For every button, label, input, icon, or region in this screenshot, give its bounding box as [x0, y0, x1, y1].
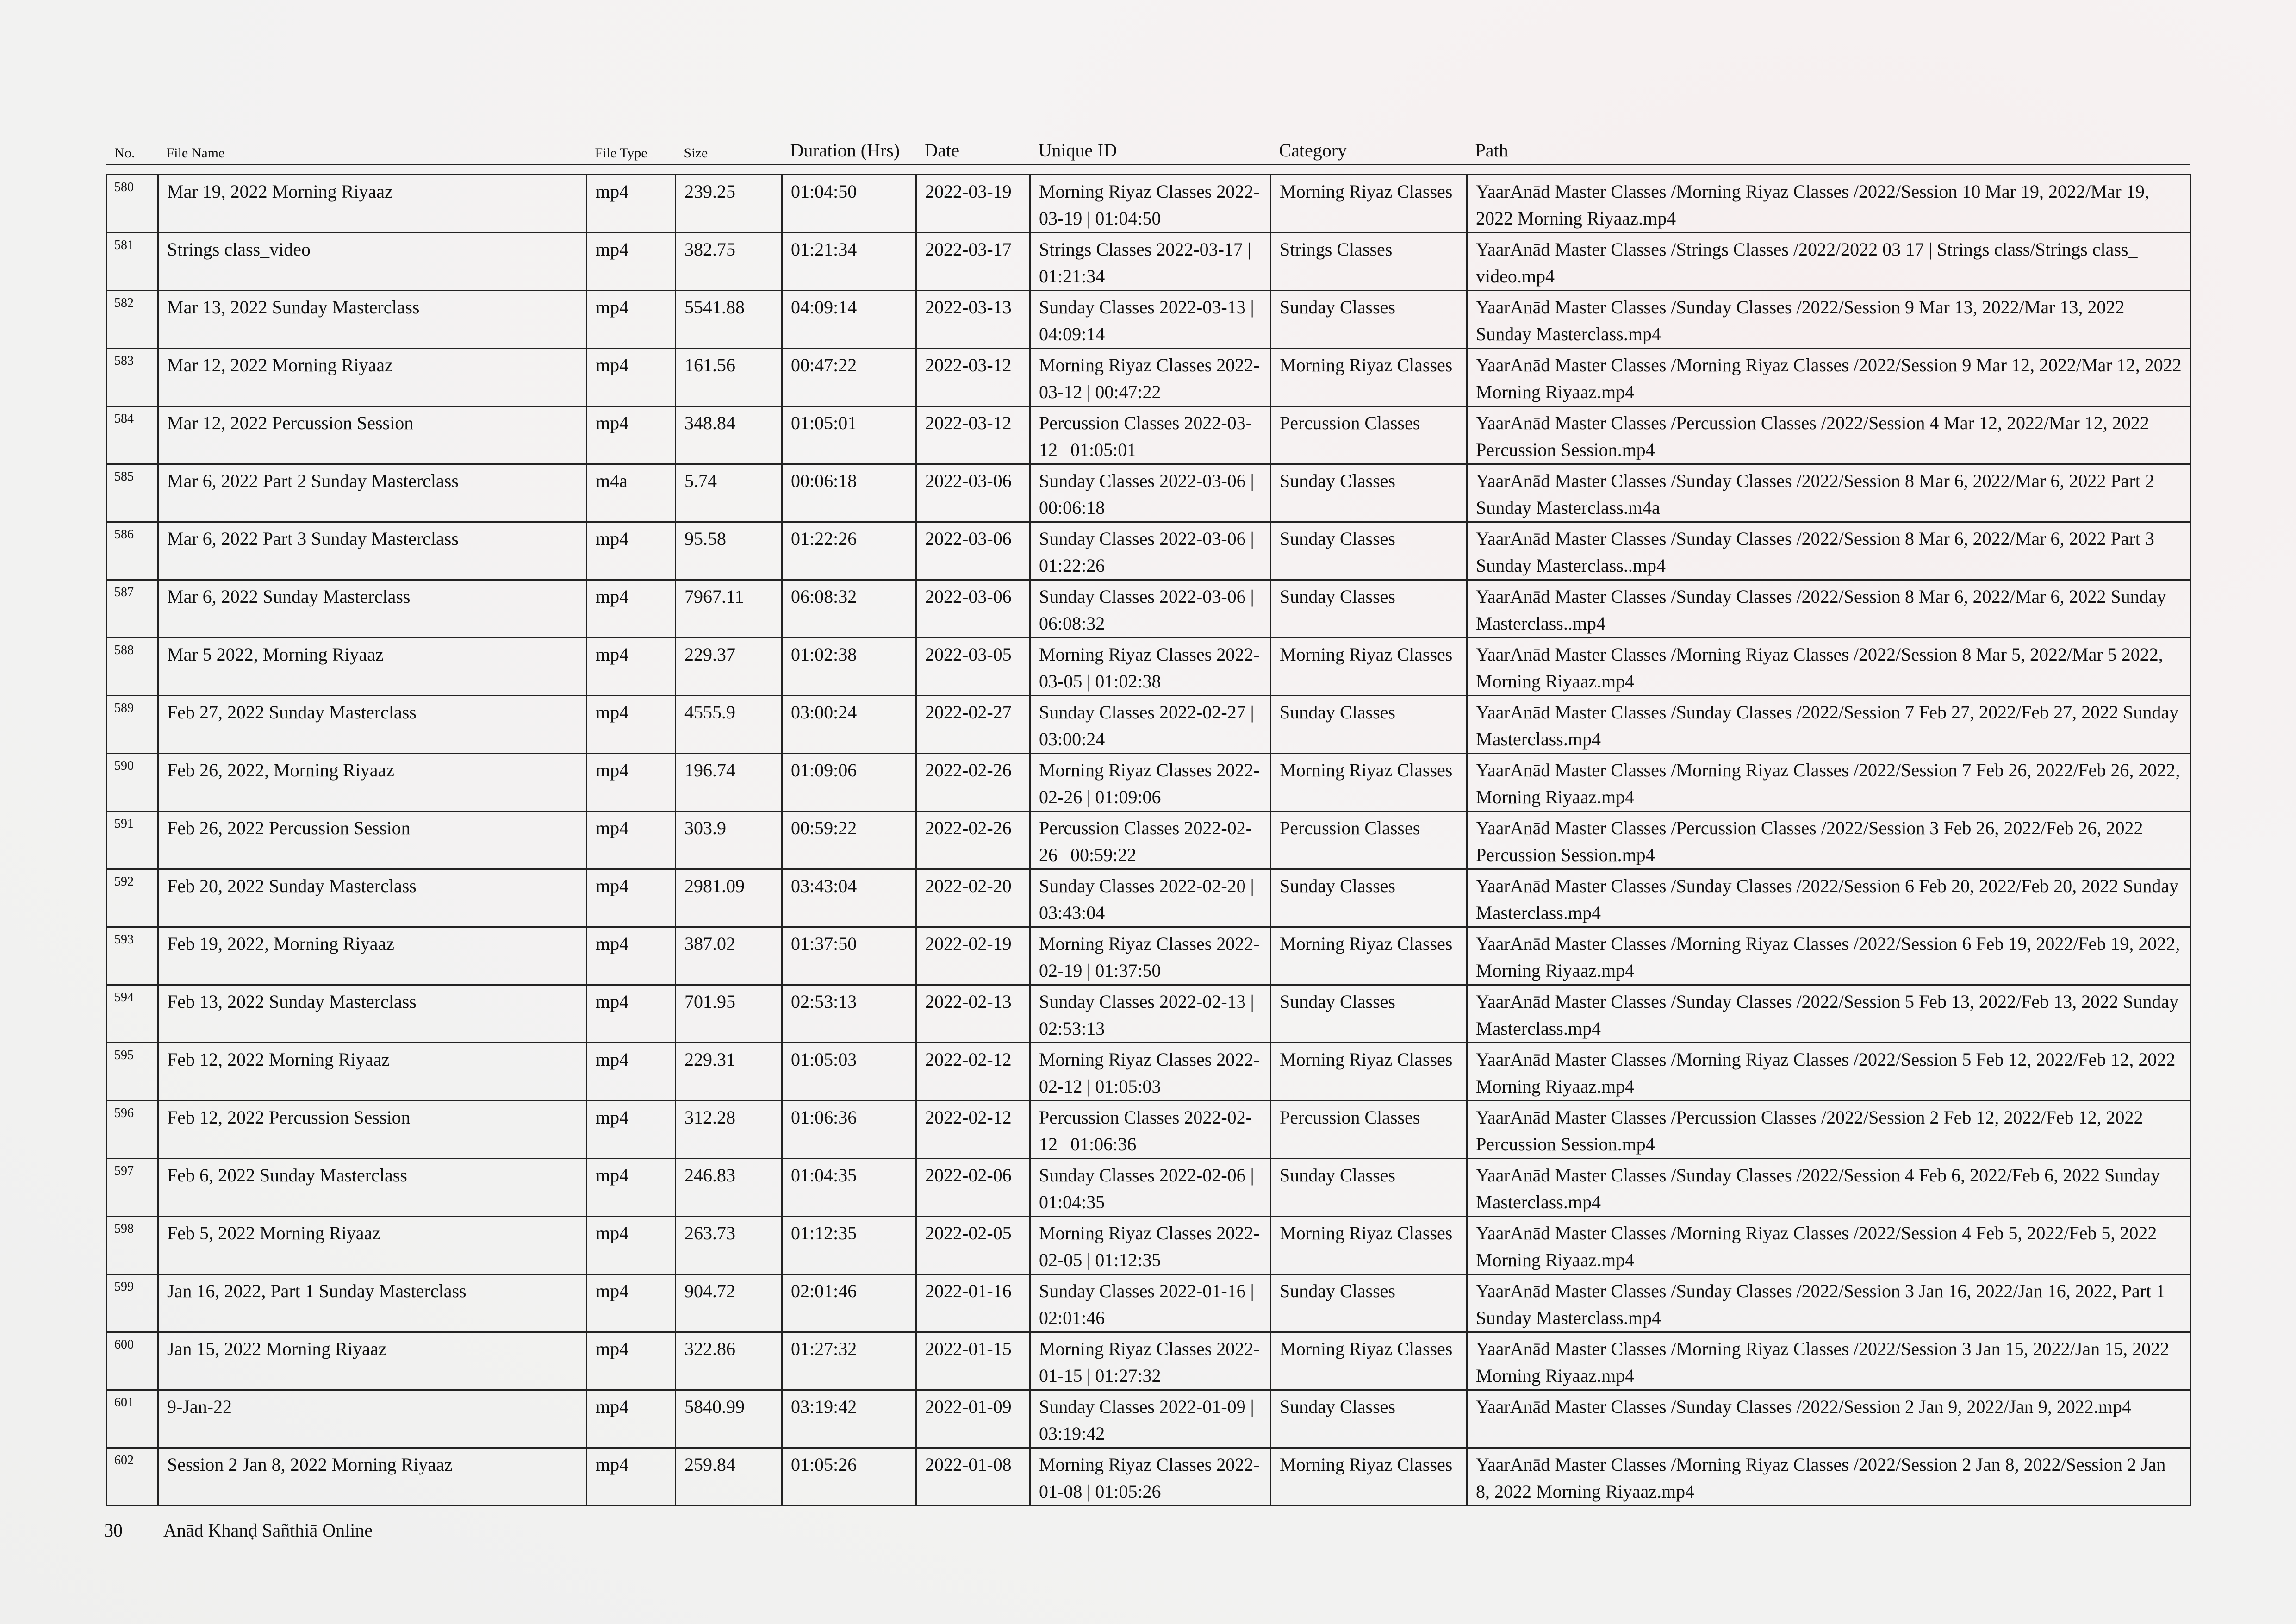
date-cell: 2022-02-27: [916, 696, 1030, 754]
row-number: 586: [106, 522, 158, 580]
unique-id-cell: Sunday Classes 2022-02-20 | 03:43:04: [1030, 869, 1271, 927]
table-row: [106, 291, 2190, 349]
category-cell: Morning Riyaz Classes: [1271, 1217, 1467, 1274]
duration-cell: 01:22:26: [782, 522, 916, 580]
date-cell: 2022-01-09: [916, 1390, 1030, 1448]
path-cell: YaarAnād Master Classes /Sunday Classes /2022/Session 9 Mar 13, 2022/Mar 13, 2022 Sunday Masterclass.mp4: [1467, 291, 2190, 349]
header-size: Size: [676, 139, 782, 165]
table-row: [106, 638, 2190, 696]
unique-id-cell: Morning Riyaz Classes 2022-02-05 | 01:12:35: [1030, 1217, 1271, 1274]
table-row: [106, 985, 2190, 1043]
table-row: [106, 175, 2190, 233]
date-cell: 2022-02-06: [916, 1159, 1030, 1217]
category-cell: Morning Riyaz Classes: [1271, 754, 1467, 812]
size-cell: 904.72: [676, 1274, 782, 1332]
file-name-cell: Feb 19, 2022, Morning Riyaaz: [158, 927, 587, 985]
unique-id-cell: Morning Riyaz Classes 2022-02-26 | 01:09:06: [1030, 754, 1271, 812]
duration-cell: 01:05:03: [782, 1043, 916, 1101]
file-name-cell: Mar 6, 2022 Part 2 Sunday Masterclass: [158, 464, 587, 522]
duration-cell: 00:06:18: [782, 464, 916, 522]
unique-id-cell: Sunday Classes 2022-03-06 | 01:22:26: [1030, 522, 1271, 580]
row-number: 583: [106, 349, 158, 406]
size-cell: 303.9: [676, 812, 782, 869]
file-type-cell: mp4: [587, 580, 676, 638]
category-cell: Morning Riyaz Classes: [1271, 1043, 1467, 1101]
size-cell: 2981.09: [676, 869, 782, 927]
row-number: 590: [106, 754, 158, 812]
path-cell: YaarAnād Master Classes /Percussion Classes /2022/Session 4 Mar 12, 2022/Mar 12, 2022 Percussion Session.mp4: [1467, 406, 2190, 464]
unique-id-cell: Morning Riyaz Classes 2022-03-19 | 01:04:50: [1030, 175, 1271, 233]
date-cell: 2022-03-05: [916, 638, 1030, 696]
unique-id-cell: Morning Riyaz Classes 2022-01-08 | 01:05:26: [1030, 1448, 1271, 1506]
size-cell: 348.84: [676, 406, 782, 464]
file-name-cell: 9-Jan-22: [158, 1390, 587, 1448]
path-cell: YaarAnād Master Classes /Morning Riyaz Classes /2022/Session 8 Mar 5, 2022/Mar 5 2022, Morning Riyaaz.mp4: [1467, 638, 2190, 696]
page-number: 30: [104, 1520, 123, 1541]
size-cell: 246.83: [676, 1159, 782, 1217]
table-row: [106, 1159, 2190, 1217]
unique-id-cell: Sunday Classes 2022-03-13 | 04:09:14: [1030, 291, 1271, 349]
header-file-name: File Name: [158, 139, 587, 165]
size-cell: 701.95: [676, 985, 782, 1043]
path-cell: YaarAnād Master Classes /Strings Classes /2022/2022 03 17 | Strings class/Strings class_ video.mp4: [1467, 233, 2190, 291]
unique-id-cell: Morning Riyaz Classes 2022-02-19 | 01:37:50: [1030, 927, 1271, 985]
category-cell: Percussion Classes: [1271, 406, 1467, 464]
date-cell: 2022-03-06: [916, 522, 1030, 580]
file-type-cell: mp4: [587, 1217, 676, 1274]
publication-title: Anād Khanḍ Sañthiā Online: [163, 1520, 373, 1541]
unique-id-cell: Morning Riyaz Classes 2022-02-12 | 01:05:03: [1030, 1043, 1271, 1101]
path-cell: YaarAnād Master Classes /Morning Riyaz Classes /2022/Session 5 Feb 12, 2022/Feb 12, 2022 Morning Riyaaz.mp4: [1467, 1043, 2190, 1101]
file-name-cell: Mar 6, 2022 Part 3 Sunday Masterclass: [158, 522, 587, 580]
path-cell: YaarAnād Master Classes /Percussion Classes /2022/Session 3 Feb 26, 2022/Feb 26, 2022 Percussion Session.mp4: [1467, 812, 2190, 869]
file-name-cell: Feb 26, 2022 Percussion Session: [158, 812, 587, 869]
table-row: [106, 233, 2190, 291]
table-row: [106, 696, 2190, 754]
path-cell: YaarAnād Master Classes /Sunday Classes /2022/Session 7 Feb 27, 2022/Feb 27, 2022 Sunday Masterclass.mp4: [1467, 696, 2190, 754]
path-cell: YaarAnād Master Classes /Sunday Classes /2022/Session 6 Feb 20, 2022/Feb 20, 2022 Sunday Masterclass.mp4: [1467, 869, 2190, 927]
path-cell: YaarAnād Master Classes /Morning Riyaz Classes /2022/Session 3 Jan 15, 2022/Jan 15, 2022 Morning Riyaaz.mp4: [1467, 1332, 2190, 1390]
category-cell: Sunday Classes: [1271, 1274, 1467, 1332]
row-number: 584: [106, 406, 158, 464]
file-type-cell: mp4: [587, 1101, 676, 1159]
row-number: 599: [106, 1274, 158, 1332]
duration-cell: 03:43:04: [782, 869, 916, 927]
size-cell: 5541.88: [676, 291, 782, 349]
unique-id-cell: Strings Classes 2022-03-17 | 01:21:34: [1030, 233, 1271, 291]
category-cell: Sunday Classes: [1271, 696, 1467, 754]
unique-id-cell: Sunday Classes 2022-02-27 | 03:00:24: [1030, 696, 1271, 754]
file-name-cell: Feb 12, 2022 Percussion Session: [158, 1101, 587, 1159]
path-cell: YaarAnād Master Classes /Sunday Classes /2022/Session 8 Mar 6, 2022/Mar 6, 2022 Part 3 Sunday Masterclass..mp4: [1467, 522, 2190, 580]
duration-cell: 01:09:06: [782, 754, 916, 812]
footer-separator: |: [141, 1520, 145, 1541]
header-spacer: [106, 165, 2190, 175]
row-number: 602: [106, 1448, 158, 1506]
file-name-cell: Feb 6, 2022 Sunday Masterclass: [158, 1159, 587, 1217]
size-cell: 312.28: [676, 1101, 782, 1159]
row-number: 596: [106, 1101, 158, 1159]
row-number: 587: [106, 580, 158, 638]
path-cell: YaarAnād Master Classes /Sunday Classes /2022/Session 4 Feb 6, 2022/Feb 6, 2022 Sunday Masterclass.mp4: [1467, 1159, 2190, 1217]
size-cell: 322.86: [676, 1332, 782, 1390]
file-name-cell: Feb 27, 2022 Sunday Masterclass: [158, 696, 587, 754]
file-name-cell: Jan 16, 2022, Part 1 Sunday Masterclass: [158, 1274, 587, 1332]
table-row: [106, 580, 2190, 638]
table-row: [106, 1274, 2190, 1332]
date-cell: 2022-03-19: [916, 175, 1030, 233]
size-cell: 5840.99: [676, 1390, 782, 1448]
header-path: Path: [1467, 139, 2190, 165]
file-index-table: [106, 139, 2191, 1506]
size-cell: 382.75: [676, 233, 782, 291]
header-no: No.: [106, 139, 158, 165]
file-name-cell: Feb 26, 2022, Morning Riyaaz: [158, 754, 587, 812]
page-footer: [104, 1519, 373, 1541]
table-row: [106, 464, 2190, 522]
category-cell: Morning Riyaz Classes: [1271, 1332, 1467, 1390]
header-duration: Duration (Hrs): [782, 139, 916, 165]
unique-id-cell: Sunday Classes 2022-03-06 | 00:06:18: [1030, 464, 1271, 522]
file-type-cell: mp4: [587, 349, 676, 406]
category-cell: Sunday Classes: [1271, 985, 1467, 1043]
unique-id-cell: Sunday Classes 2022-01-16 | 02:01:46: [1030, 1274, 1271, 1332]
date-cell: 2022-03-06: [916, 464, 1030, 522]
row-number: 595: [106, 1043, 158, 1101]
date-cell: 2022-02-05: [916, 1217, 1030, 1274]
file-name-cell: Mar 6, 2022 Sunday Masterclass: [158, 580, 587, 638]
size-cell: 239.25: [676, 175, 782, 233]
path-cell: YaarAnād Master Classes /Morning Riyaz Classes /2022/Session 6 Feb 19, 2022/Feb 19, 2022, Morning Riyaaz.mp4: [1467, 927, 2190, 985]
date-cell: 2022-01-15: [916, 1332, 1030, 1390]
file-name-cell: Strings class_video: [158, 233, 587, 291]
table-row: [106, 1101, 2190, 1159]
table-row: [106, 1332, 2190, 1390]
duration-cell: 03:19:42: [782, 1390, 916, 1448]
row-number: 597: [106, 1159, 158, 1217]
file-name-cell: Mar 5 2022, Morning Riyaaz: [158, 638, 587, 696]
file-type-cell: mp4: [587, 1332, 676, 1390]
category-cell: Percussion Classes: [1271, 812, 1467, 869]
file-name-cell: Jan 15, 2022 Morning Riyaaz: [158, 1332, 587, 1390]
path-cell: YaarAnād Master Classes /Morning Riyaz Classes /2022/Session 2 Jan 8, 2022/Session 2 Jan 8, 2022 Morning Riyaaz.mp4: [1467, 1448, 2190, 1506]
path-cell: YaarAnād Master Classes /Morning Riyaz Classes /2022/Session 4 Feb 5, 2022/Feb 5, 2022 Morning Riyaaz.mp4: [1467, 1217, 2190, 1274]
duration-cell: 01:05:01: [782, 406, 916, 464]
row-number: 589: [106, 696, 158, 754]
file-type-cell: mp4: [587, 696, 676, 754]
unique-id-cell: Percussion Classes 2022-02-26 | 00:59:22: [1030, 812, 1271, 869]
size-cell: 7967.11: [676, 580, 782, 638]
file-name-cell: Feb 5, 2022 Morning Riyaaz: [158, 1217, 587, 1274]
date-cell: 2022-03-12: [916, 406, 1030, 464]
duration-cell: 01:21:34: [782, 233, 916, 291]
file-name-cell: Feb 13, 2022 Sunday Masterclass: [158, 985, 587, 1043]
table-row: [106, 812, 2190, 869]
date-cell: 2022-01-08: [916, 1448, 1030, 1506]
category-cell: Sunday Classes: [1271, 291, 1467, 349]
unique-id-cell: Sunday Classes 2022-02-06 | 01:04:35: [1030, 1159, 1271, 1217]
file-name-cell: Mar 12, 2022 Percussion Session: [158, 406, 587, 464]
category-cell: Sunday Classes: [1271, 869, 1467, 927]
file-type-cell: mp4: [587, 1043, 676, 1101]
file-name-cell: Feb 12, 2022 Morning Riyaaz: [158, 1043, 587, 1101]
table-header: [106, 139, 2190, 165]
row-number: 580: [106, 175, 158, 233]
row-number: 591: [106, 812, 158, 869]
table-row: [106, 1448, 2190, 1506]
duration-cell: 06:08:32: [782, 580, 916, 638]
file-type-cell: m4a: [587, 464, 676, 522]
path-cell: YaarAnād Master Classes /Morning Riyaz Classes /2022/Session 10 Mar 19, 2022/Mar 19, 2022 Morning Riyaaz.mp4: [1467, 175, 2190, 233]
table-row: [106, 1043, 2190, 1101]
file-type-cell: mp4: [587, 233, 676, 291]
file-name-cell: Mar 12, 2022 Morning Riyaaz: [158, 349, 587, 406]
size-cell: 161.56: [676, 349, 782, 406]
file-type-cell: mp4: [587, 406, 676, 464]
header-file-type: File Type: [587, 139, 676, 165]
file-type-cell: mp4: [587, 1274, 676, 1332]
table-row: [106, 1390, 2190, 1448]
table-row: [106, 349, 2190, 406]
category-cell: Morning Riyaz Classes: [1271, 349, 1467, 406]
row-number: 601: [106, 1390, 158, 1448]
row-number: 581: [106, 233, 158, 291]
row-number: 592: [106, 869, 158, 927]
row-number: 582: [106, 291, 158, 349]
duration-cell: 03:00:24: [782, 696, 916, 754]
unique-id-cell: Morning Riyaz Classes 2022-01-15 | 01:27:32: [1030, 1332, 1271, 1390]
duration-cell: 01:37:50: [782, 927, 916, 985]
date-cell: 2022-02-20: [916, 869, 1030, 927]
file-type-cell: mp4: [587, 754, 676, 812]
unique-id-cell: Morning Riyaz Classes 2022-03-12 | 00:47:22: [1030, 349, 1271, 406]
date-cell: 2022-01-16: [916, 1274, 1030, 1332]
file-type-cell: mp4: [587, 291, 676, 349]
size-cell: 196.74: [676, 754, 782, 812]
table-row: [106, 927, 2190, 985]
file-type-cell: mp4: [587, 1159, 676, 1217]
date-cell: 2022-03-12: [916, 349, 1030, 406]
category-cell: Morning Riyaz Classes: [1271, 638, 1467, 696]
category-cell: Sunday Classes: [1271, 522, 1467, 580]
row-number: 593: [106, 927, 158, 985]
path-cell: YaarAnād Master Classes /Morning Riyaz Classes /2022/Session 7 Feb 26, 2022/Feb 26, 2022, Morning Riyaaz.mp4: [1467, 754, 2190, 812]
category-cell: Sunday Classes: [1271, 1159, 1467, 1217]
size-cell: 229.37: [676, 638, 782, 696]
table-row: [106, 754, 2190, 812]
row-number: 600: [106, 1332, 158, 1390]
unique-id-cell: Sunday Classes 2022-02-13 | 02:53:13: [1030, 985, 1271, 1043]
table-row: [106, 522, 2190, 580]
unique-id-cell: Sunday Classes 2022-01-09 | 03:19:42: [1030, 1390, 1271, 1448]
path-cell: YaarAnād Master Classes /Sunday Classes /2022/Session 5 Feb 13, 2022/Feb 13, 2022 Sunday Masterclass.mp4: [1467, 985, 2190, 1043]
size-cell: 4555.9: [676, 696, 782, 754]
unique-id-cell: Percussion Classes 2022-02-12 | 01:06:36: [1030, 1101, 1271, 1159]
file-type-cell: mp4: [587, 522, 676, 580]
category-cell: Sunday Classes: [1271, 464, 1467, 522]
duration-cell: 01:06:36: [782, 1101, 916, 1159]
file-type-cell: mp4: [587, 638, 676, 696]
file-type-cell: mp4: [587, 927, 676, 985]
size-cell: 95.58: [676, 522, 782, 580]
duration-cell: 02:53:13: [782, 985, 916, 1043]
duration-cell: 01:05:26: [782, 1448, 916, 1506]
file-name-cell: Session 2 Jan 8, 2022 Morning Riyaaz: [158, 1448, 587, 1506]
duration-cell: 01:04:50: [782, 175, 916, 233]
file-index-page: [106, 139, 2190, 1506]
date-cell: 2022-03-17: [916, 233, 1030, 291]
row-number: 588: [106, 638, 158, 696]
row-number: 598: [106, 1217, 158, 1274]
date-cell: 2022-03-06: [916, 580, 1030, 638]
header-unique-id: Unique ID: [1030, 139, 1271, 165]
path-cell: YaarAnād Master Classes /Morning Riyaz Classes /2022/Session 9 Mar 12, 2022/Mar 12, 2022 Morning Riyaaz.mp4: [1467, 349, 2190, 406]
table-row: [106, 1217, 2190, 1274]
date-cell: 2022-02-26: [916, 754, 1030, 812]
date-cell: 2022-02-13: [916, 985, 1030, 1043]
file-name-cell: Feb 20, 2022 Sunday Masterclass: [158, 869, 587, 927]
file-type-cell: mp4: [587, 175, 676, 233]
size-cell: 263.73: [676, 1217, 782, 1274]
duration-cell: 01:27:32: [782, 1332, 916, 1390]
file-type-cell: mp4: [587, 1390, 676, 1448]
row-number: 594: [106, 985, 158, 1043]
date-cell: 2022-03-13: [916, 291, 1030, 349]
size-cell: 259.84: [676, 1448, 782, 1506]
path-cell: YaarAnād Master Classes /Sunday Classes /2022/Session 3 Jan 16, 2022/Jan 16, 2022, Part 1 Sunday Masterclass.mp4: [1467, 1274, 2190, 1332]
size-cell: 387.02: [676, 927, 782, 985]
file-type-cell: mp4: [587, 812, 676, 869]
duration-cell: 01:02:38: [782, 638, 916, 696]
category-cell: Morning Riyaz Classes: [1271, 175, 1467, 233]
size-cell: 5.74: [676, 464, 782, 522]
file-type-cell: mp4: [587, 985, 676, 1043]
file-name-cell: Mar 13, 2022 Sunday Masterclass: [158, 291, 587, 349]
date-cell: 2022-02-12: [916, 1043, 1030, 1101]
category-cell: Strings Classes: [1271, 233, 1467, 291]
table-row: [106, 869, 2190, 927]
category-cell: Percussion Classes: [1271, 1101, 1467, 1159]
table-body: [106, 165, 2190, 1506]
unique-id-cell: Sunday Classes 2022-03-06 | 06:08:32: [1030, 580, 1271, 638]
file-name-cell: Mar 19, 2022 Morning Riyaaz: [158, 175, 587, 233]
file-type-cell: mp4: [587, 869, 676, 927]
category-cell: Morning Riyaz Classes: [1271, 927, 1467, 985]
file-type-cell: mp4: [587, 1448, 676, 1506]
date-cell: 2022-02-19: [916, 927, 1030, 985]
duration-cell: 00:59:22: [782, 812, 916, 869]
duration-cell: 01:12:35: [782, 1217, 916, 1274]
category-cell: Morning Riyaz Classes: [1271, 1448, 1467, 1506]
duration-cell: 04:09:14: [782, 291, 916, 349]
table-row: [106, 406, 2190, 464]
size-cell: 229.31: [676, 1043, 782, 1101]
date-cell: 2022-02-12: [916, 1101, 1030, 1159]
row-number: 585: [106, 464, 158, 522]
header-category: Category: [1271, 139, 1467, 165]
unique-id-cell: Percussion Classes 2022-03-12 | 01:05:01: [1030, 406, 1271, 464]
unique-id-cell: Morning Riyaz Classes 2022-03-05 | 01:02:38: [1030, 638, 1271, 696]
path-cell: YaarAnād Master Classes /Sunday Classes /2022/Session 8 Mar 6, 2022/Mar 6, 2022 Sunday Masterclass..mp4: [1467, 580, 2190, 638]
duration-cell: 01:04:35: [782, 1159, 916, 1217]
duration-cell: 00:47:22: [782, 349, 916, 406]
header-date: Date: [916, 139, 1030, 165]
spacer-cell: [106, 165, 2190, 175]
path-cell: YaarAnād Master Classes /Sunday Classes /2022/Session 8 Mar 6, 2022/Mar 6, 2022 Part 2 Sunday Masterclass.m4a: [1467, 464, 2190, 522]
date-cell: 2022-02-26: [916, 812, 1030, 869]
duration-cell: 02:01:46: [782, 1274, 916, 1332]
category-cell: Sunday Classes: [1271, 1390, 1467, 1448]
path-cell: YaarAnād Master Classes /Sunday Classes /2022/Session 2 Jan 9, 2022/Jan 9, 2022.mp4: [1467, 1390, 2190, 1448]
category-cell: Sunday Classes: [1271, 580, 1467, 638]
header-row: [106, 139, 2190, 165]
path-cell: YaarAnād Master Classes /Percussion Classes /2022/Session 2 Feb 12, 2022/Feb 12, 2022 Percussion Session.mp4: [1467, 1101, 2190, 1159]
